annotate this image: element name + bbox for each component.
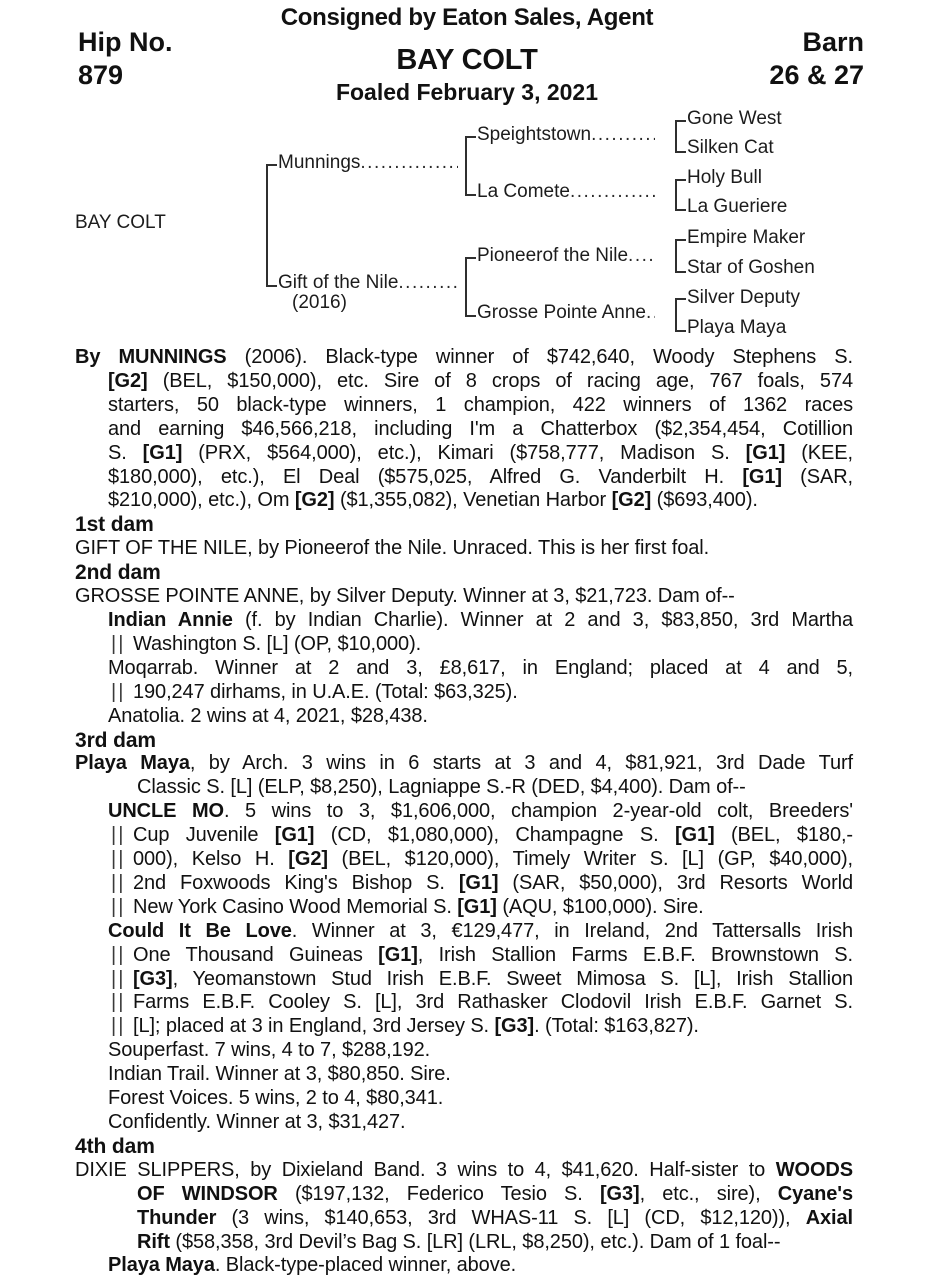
pedigree-chart — [0, 0, 934, 345]
body-line: By MUNNINGS (2006). Black-type winner of $742,640, Woody Stephens S. — [75, 346, 853, 368]
body-line: Could It Be Love. Winner at 3, €129,477, in Ireland, 2nd Tattersalls Irish — [108, 919, 853, 942]
body-line: Playa Maya. Black-type-placed winner, above. — [108, 1254, 517, 1277]
barn-number: 26 & 27 — [769, 60, 864, 90]
body-line: || 000), Kelso H. [G2] (BEL, $120,000), Timely Writer S. [L] (GP, $40,000), — [111, 848, 853, 871]
sire-dam-sire: Holy Bull — [687, 167, 762, 188]
body-line: Classic S. [L] (ELP, $8,250), Lagniappe S.-R (DED, $4,400). Dam of-- — [137, 776, 746, 799]
dam-dam-name: Grosse Pointe Anne — [477, 302, 646, 323]
body-line: Rift ($58,358, 3rd Devil’s Bag S. [LR] (LRL, $8,250), etc.). Dam of 1 foal-- — [137, 1230, 781, 1253]
continuation-bars: || — [111, 943, 126, 966]
page-title: BAY COLT — [396, 44, 538, 76]
dam-sire-name: Pioneerof the Nile — [477, 245, 629, 266]
continuation-bars: || — [111, 680, 126, 703]
dam-dam-sire: Silver Deputy — [687, 287, 800, 308]
continuation-bars: || — [111, 824, 126, 847]
dam-sire-dam: Star of Goshen — [687, 257, 815, 278]
bracket-gen4-3 — [675, 239, 686, 273]
dam-sire-sire: Empire Maker — [687, 227, 806, 248]
consignor-line: Consigned by Eaton Sales, Agent — [280, 4, 654, 31]
pedigree-sire — [278, 152, 458, 174]
body-line: || One Thousand Guineas [G1], Irish Stallion Farms E.B.F. Brownstown S. — [111, 943, 853, 966]
body-line: GIFT OF THE NILE, by Pioneerof the Nile. Unraced. This is her first foal. — [75, 537, 710, 560]
dam-dam-dam: Playa Maya — [687, 317, 787, 338]
body-line: Thunder (3 wins, $140,653, 3rd WHAS-11 S. [L] (CD, $12,120)), Axial — [137, 1206, 853, 1229]
sire-dam-name: La Comete — [477, 181, 570, 202]
leader-dots — [628, 245, 655, 267]
body-line: Indian Annie (f. by Indian Charlie). Winner at 2 and 3, $83,850, 3rd Martha — [108, 608, 853, 631]
bracket-dam-parents — [465, 257, 476, 317]
body-line: $180,000), etc.), El Deal ($575,025, Alfred G. Vanderbilt H. [G1] (SAR, — [108, 465, 853, 488]
dam-name: Gift of the Nile — [278, 272, 399, 293]
hip-label: Hip No. — [78, 27, 173, 57]
continuation-bars: || — [111, 991, 126, 1014]
continuation-bars: || — [111, 967, 126, 990]
body-line: DIXIE SLIPPERS, by Dixieland Band. 3 wins to 4, $41,620. Half-sister to WOODS — [75, 1158, 853, 1181]
body-line: || [L]; placed at 3 in England, 3rd Jersey S. [G3]. (Total: $163,827). — [111, 1015, 699, 1038]
body-line: || [G3], Yeomanstown Stud Irish E.B.F. Sweet Mimosa S. [L], Irish Stallion — [111, 967, 853, 990]
pedigree-dam-sire — [477, 245, 655, 267]
dam-foaling-year: (2016) — [292, 292, 347, 313]
bracket-gen4-2 — [675, 179, 686, 211]
continuation-bars: || — [111, 1015, 126, 1038]
sire-dam-dam: La Gueriere — [687, 196, 788, 217]
body-line: UNCLE MO. 5 wins to 3, $1,606,000, champion 2-year-old colt, Breeders' — [108, 800, 853, 823]
sire-sire-dam: Silken Cat — [687, 137, 774, 158]
body-line: || 2nd Foxwoods King's Bishop S. [G1] (SAR, $50,000), 3rd Resorts World — [111, 871, 853, 894]
pedigree-sire-sire — [477, 124, 655, 146]
dam-heading: 2nd dam — [75, 561, 161, 585]
dam-heading: 3rd dam — [75, 728, 156, 752]
sire-name: Munnings — [278, 152, 361, 173]
body-line: Anatolia. 2 wins at 4, 2021, $28,438. — [108, 704, 428, 727]
barn-label: Barn — [802, 27, 864, 57]
bracket-gen2 — [266, 164, 277, 287]
body-line: || 190,247 dirhams, in U.A.E. (Total: $63,325). — [111, 680, 518, 703]
pedigree-dam-dam — [477, 302, 655, 324]
pedigree-subject: BAY COLT — [75, 212, 166, 233]
body-line: [G2] (BEL, $150,000), etc. Sire of 8 crops of racing age, 767 foals, 574 — [108, 369, 853, 392]
dam-heading: 1st dam — [75, 513, 154, 537]
body-line: || Farms E.B.F. Cooley S. [L], 3rd Rathasker Clodovil Irish E.B.F. Garnet S. — [111, 991, 853, 1014]
body-line: || Washington S. [L] (OP, $10,000). — [111, 632, 422, 655]
body-line: Confidently. Winner at 3, $31,427. — [108, 1111, 406, 1133]
continuation-bars: || — [111, 632, 126, 655]
body-line: GROSSE POINTE ANNE, by Silver Deputy. Winner at 3, $21,723. Dam of-- — [75, 585, 735, 608]
continuation-bars: || — [111, 848, 126, 871]
body-line: Souperfast. 7 wins, 4 to 7, $288,192. — [108, 1039, 431, 1062]
bracket-gen4-1 — [675, 120, 686, 153]
body-line: Indian Trail. Winner at 3, $80,850. Sire. — [108, 1063, 451, 1086]
leader-dots — [646, 302, 655, 324]
sire-sire-sire: Gone West — [687, 108, 782, 129]
body-line: $210,000), etc.), Om [G2] ($1,355,082), Venetian Harbor [G2] ($693,400). — [108, 489, 758, 512]
leader-dots — [360, 152, 458, 174]
leader-dots — [570, 181, 655, 203]
body-line: Forest Voices. 5 wins, 2 to 4, $80,341. — [108, 1087, 444, 1110]
hip-number: 879 — [78, 60, 124, 90]
body-text — [75, 346, 853, 1278]
body-line: and earning $46,566,218, including I'm a Chatterbox ($2,354,454, Cotillion — [108, 417, 853, 440]
foaled-date: Foaled February 3, 2021 — [335, 79, 599, 105]
body-line: S. [G1] (PRX, $564,000), etc.), Kimari ($758,777, Madison S. [G1] (KEE, — [108, 441, 853, 464]
leader-dots — [591, 124, 655, 146]
bracket-sire-parents — [465, 136, 476, 196]
continuation-bars: || — [111, 871, 126, 894]
body-line: || Cup Juvenile [G1] (CD, $1,080,000), Champagne S. [G1] (BEL, $180,- — [111, 824, 853, 847]
bracket-gen4-4 — [675, 298, 686, 332]
body-line: Moqarrab. Winner at 2 and 3, £8,617, in England; placed at 4 and 5, — [108, 656, 853, 679]
body-line: Playa Maya, by Arch. 3 wins in 6 starts at 3 and 4, $81,921, 3rd Dade Turf — [75, 752, 853, 775]
continuation-bars: || — [111, 895, 126, 918]
dam-heading: 4th dam — [75, 1134, 155, 1158]
body-line: OF WINDSOR ($197,132, Federico Tesio S. [G3], etc., sire), Cyane's — [137, 1182, 853, 1205]
pedigree-sire-dam — [477, 181, 655, 203]
leader-dots — [398, 272, 458, 294]
pedigree-dam — [278, 272, 458, 294]
sire-sire-name: Speightstown — [477, 124, 592, 145]
body-line: || New York Casino Wood Memorial S. [G1] (AQU, $100,000). Sire. — [111, 895, 704, 918]
body-line: starters, 50 black-type winners, 1 champion, 422 winners of 1362 races — [108, 393, 853, 416]
